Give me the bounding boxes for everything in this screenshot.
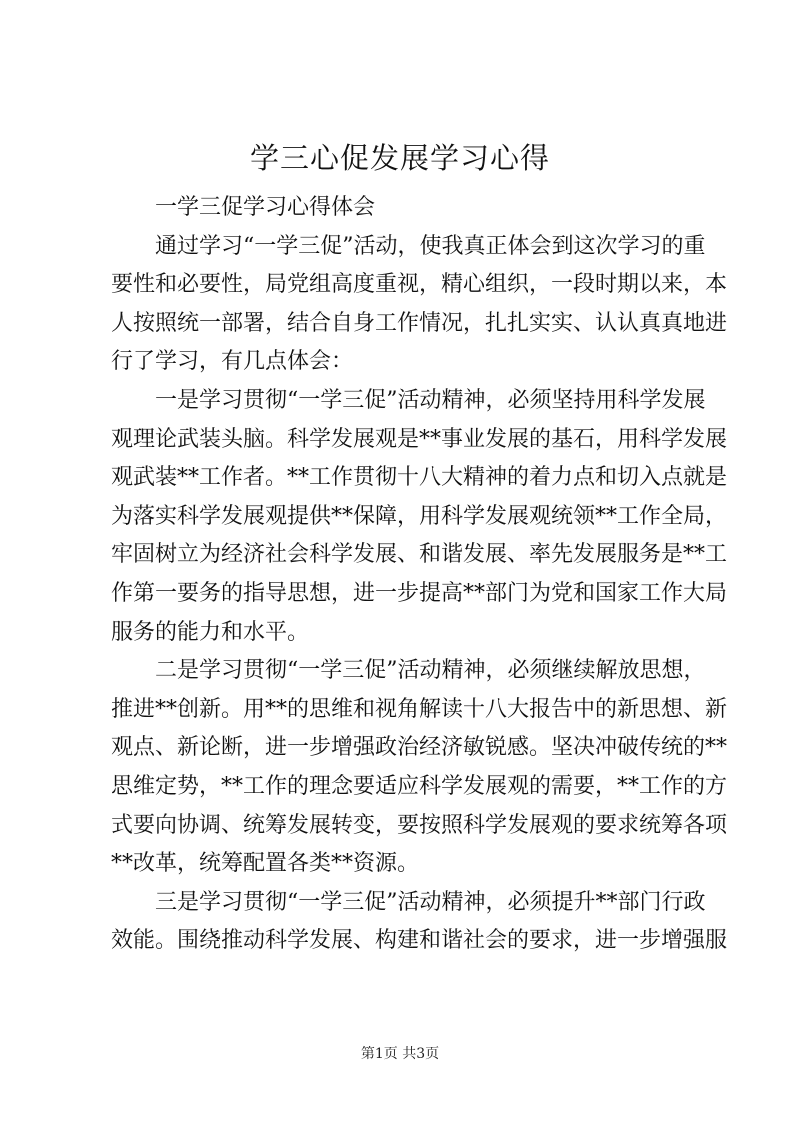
paragraph-2-line-1: 一是学习贯彻“一学三促”活动精神，必须坚持用科学发展 bbox=[155, 387, 706, 413]
subtitle-line: 一学三促学习心得体会 bbox=[155, 195, 376, 220]
paragraph-2-line-7: 服务的能力和水平。 bbox=[111, 619, 310, 645]
paragraph-4-line-2: 效能。围绕推动科学发展、构建和谐社会的要求，进一步增强服 bbox=[111, 928, 728, 954]
paragraph-2-line-4: 为落实科学发展观提供**保障，用科学发展观统领**工作全局， bbox=[111, 503, 728, 529]
paragraph-1-line-2: 要性和必要性，局党组高度重视，精心组织，一段时期以来，本 bbox=[111, 272, 728, 298]
paragraph-2-line-6: 作第一要务的指导思想，进一步提高**部门为党和国家工作大局 bbox=[111, 580, 728, 606]
paragraph-3-line-5: 式要向协调、统筹发展转变，要按照科学发展观的要求统筹各项 bbox=[111, 812, 728, 838]
page-footer: 第1页 共3页 bbox=[360, 1046, 440, 1062]
paragraph-3-line-1: 二是学习贯彻“一学三促”活动精神，必须继续解放思想， bbox=[155, 658, 706, 684]
paragraph-3-line-2: 推进**创新。用**的思维和视角解读十八大报告中的新思想、新 bbox=[111, 696, 728, 722]
paragraph-3-line-6: **改革，统筹配置各类**资源。 bbox=[111, 851, 420, 877]
paragraph-2-line-2: 观理论武装头脑。科学发展观是**事业发展的基石，用科学发展 bbox=[111, 426, 728, 452]
paragraph-1-line-3: 人按照统一部署，结合自身工作情况，扎扎实实、认认真真地进 bbox=[111, 310, 728, 336]
page-title: 学三心促发展学习心得 bbox=[249, 141, 550, 175]
paragraph-2-line-5: 牢固树立为经济社会科学发展、和谐发展、率先发展服务是**工 bbox=[111, 542, 728, 568]
paragraph-4-line-1: 三是学习贯彻“一学三促”活动精神，必须提升**部门行政 bbox=[155, 889, 706, 915]
paragraph-1-line-1: 通过学习“一学三促”活动，使我真正体会到这次学习的重 bbox=[155, 233, 706, 259]
document-body bbox=[111, 189, 728, 961]
paragraph-3-line-3: 观点、新论断，进一步增强政治经济敏锐感。坚决冲破传统的** bbox=[111, 735, 728, 761]
paragraph-1-line-4: 行了学习，有几点体会： bbox=[111, 349, 354, 375]
paragraph-2-line-3: 观武装**工作者。**工作贯彻十八大精神的着力点和切入点就是 bbox=[111, 465, 728, 491]
paragraph-3-line-4: 思维定势，**工作的理念要适应科学发展观的需要，**工作的方 bbox=[111, 773, 728, 799]
